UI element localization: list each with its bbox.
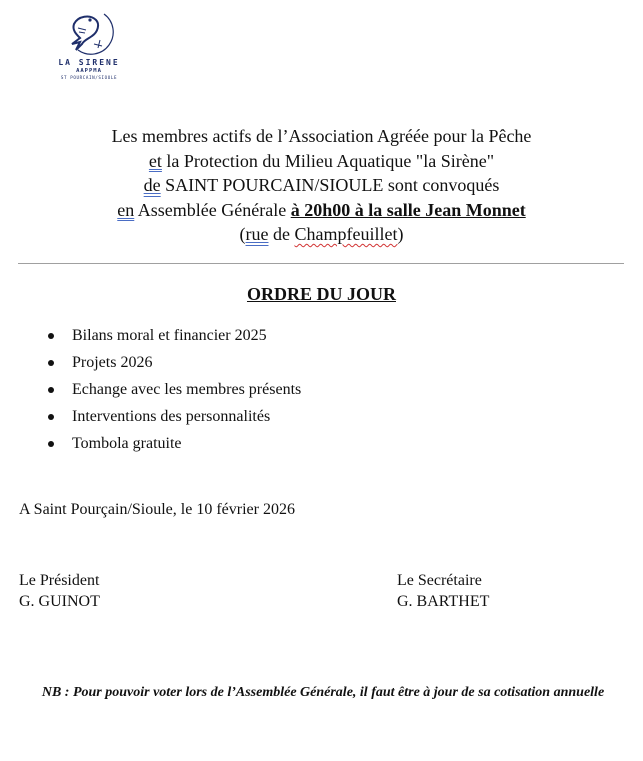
signature-name: G. BARTHET <box>397 593 490 610</box>
logo-name: LA SIRENE <box>58 58 120 67</box>
fish-emblem-icon <box>64 6 114 56</box>
bullet-icon <box>48 333 54 339</box>
bullet-icon <box>48 414 54 420</box>
agenda-item: Echange avec les membres présents <box>48 376 301 403</box>
association-logo <box>44 6 134 84</box>
bullet-icon <box>48 441 54 447</box>
convocation-text <box>0 124 643 247</box>
intro-line-2: et la Protection du Milieu Aquatique "la Sirène" <box>148 150 495 171</box>
agenda-item: Interventions des personnalités <box>48 403 301 430</box>
place-and-date: A Saint Pourçain/Sioule, le 10 février 2026 <box>19 501 295 518</box>
voting-note: NB : Pour pouvoir voter lors de l’Assemblée Générale, il faut être à jour de sa cotisation annuelle <box>41 685 605 700</box>
signature-role: Le Président <box>19 572 100 589</box>
intro-line-3: de SAINT POURCAIN/SIOULE sont convoqués <box>143 175 500 195</box>
logo-location: ST POURCAIN/SIOULE <box>60 75 118 80</box>
agenda-title: ORDRE DU JOUR <box>246 284 396 304</box>
logo-subtitle: AAPPMA <box>76 68 102 74</box>
agenda-item: Tombola gratuite <box>48 430 301 457</box>
bullet-icon <box>48 360 54 366</box>
bullet-icon <box>48 387 54 393</box>
agenda-item: Bilans moral et financier 2025 <box>48 322 301 349</box>
grammar-flag: de <box>143 175 161 195</box>
grammar-flag: en <box>117 199 135 220</box>
grammar-flag: et <box>148 150 162 171</box>
signature-secretary <box>397 570 489 612</box>
signature-role: Le Secrétaire <box>397 572 482 589</box>
spelling-flag: Champfeuillet <box>294 224 398 244</box>
signature-president <box>19 570 100 612</box>
signature-name: G. GUINOT <box>19 593 100 610</box>
intro-line-4: en Assemblée Générale à 20h00 à la salle Jean Monnet <box>117 199 526 220</box>
meeting-time-location: à 20h00 à la salle Jean Monnet <box>290 199 526 220</box>
horizontal-divider <box>18 263 624 264</box>
intro-line-1: Les membres actifs de l’Association Agréée pour la Pêche <box>111 126 532 146</box>
grammar-flag: rue <box>245 224 269 244</box>
agenda-item: Projets 2026 <box>48 349 301 376</box>
agenda-list <box>48 322 301 457</box>
intro-line-5: (rue de Champfeuillet) <box>239 224 404 244</box>
